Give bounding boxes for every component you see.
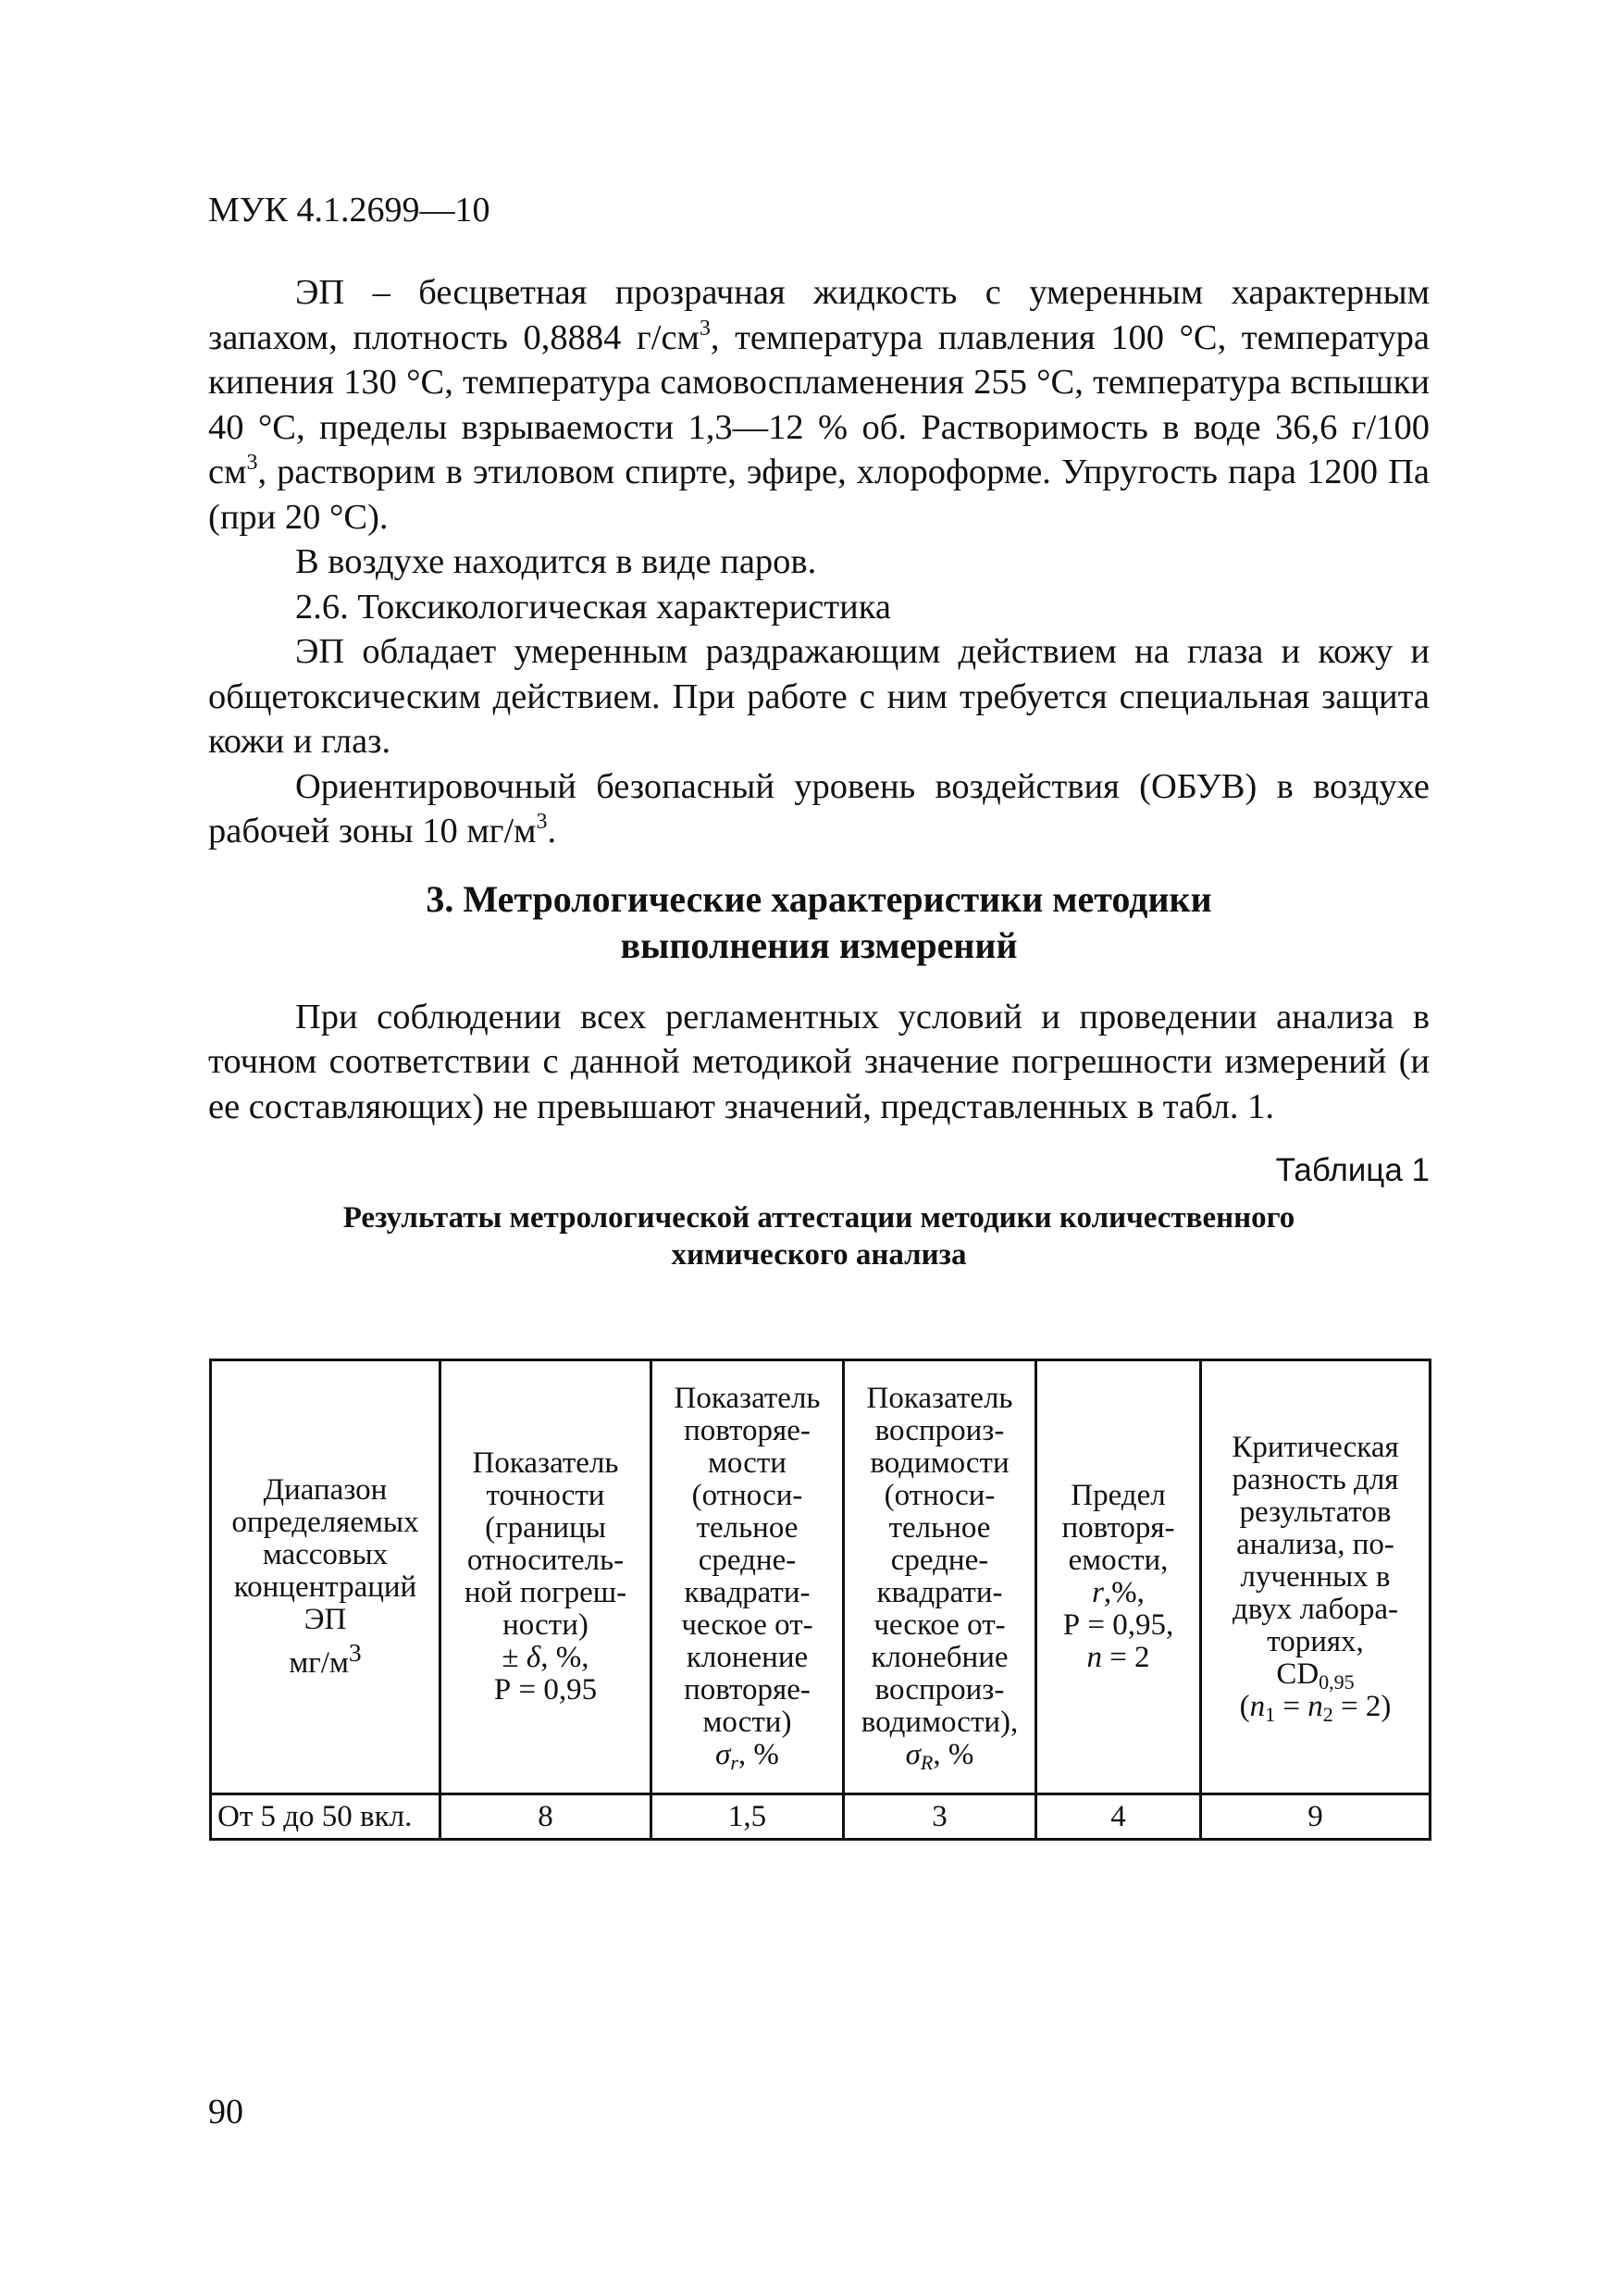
subscript: 1 bbox=[1265, 1702, 1276, 1726]
text-run: Ориентировочный безопасный уровень воздействия (ОБУВ) в воздухе рабочей зоны 10 мг/м bbox=[208, 766, 1430, 850]
page-number: 90 bbox=[208, 2092, 243, 2131]
table-cell: 3 bbox=[844, 1794, 1036, 1840]
header-text: Критическая разность для результатов анализа, по- лученных в двух лабора- ториях, CD bbox=[1232, 1430, 1399, 1691]
text-run: . bbox=[547, 812, 557, 850]
section-title bbox=[208, 876, 1430, 969]
header-text: Показатель воспроиз- водимости (относи- тельное средне- квадрати- ческое от- клонебние воспроиз- водимости), bbox=[861, 1382, 1019, 1739]
header-cell-accuracy bbox=[440, 1360, 651, 1794]
body-text bbox=[208, 270, 1430, 1273]
header-text: = bbox=[1275, 1689, 1308, 1723]
symbol: σ bbox=[905, 1738, 921, 1771]
table-title bbox=[208, 1199, 1430, 1273]
table-title-line: Результаты метрологической аттестации методики количественного bbox=[342, 1201, 1295, 1235]
header-text: , % bbox=[737, 1738, 779, 1771]
table-row bbox=[211, 1794, 1431, 1840]
table-cell: 9 bbox=[1201, 1794, 1431, 1840]
text-run: ЭП – бесцветная прозрачная жидкость с умеренным характерным запахом, плотность 0,8884 г/см bbox=[208, 273, 1430, 357]
table-title-line: химического анализа bbox=[671, 1238, 967, 1272]
text-run: , температура плавления 100 °C, температура кипения 130 °C, температура самовоспламенения 255 °C, температура вспышки 40 °C, пределы взрываемости 1,3—12 % об. Растворимость в воде 36,6 г/100 см bbox=[208, 317, 1430, 491]
text-run: , растворим в этиловом спирте, эфире, хлороформе. Упругость пара 1200 Па (при 20 °C). bbox=[208, 453, 1430, 537]
section-title-line: выполнения измерений bbox=[620, 924, 1018, 966]
subscript: r bbox=[730, 1751, 738, 1774]
paragraph-subheading-toxicology: 2.6. Токсикологическая характеристика bbox=[295, 587, 891, 627]
header-text: = 2) bbox=[1332, 1689, 1392, 1723]
superscript: 3 bbox=[246, 451, 258, 475]
subscript: 0,95 bbox=[1319, 1669, 1355, 1694]
page-header: МУК 4.1.2699—10 bbox=[208, 191, 490, 230]
subscript: R bbox=[920, 1751, 934, 1774]
paragraph-metrology: При соблюдении всех регламентных условий и проведении анализа в точном соответствии с данной методикой значение погрешности измерений (и ее составляющих) не превышают значений, представленных в табл. 1. bbox=[208, 997, 1430, 1126]
symbol: n bbox=[1086, 1641, 1102, 1674]
header-cell-range bbox=[211, 1360, 440, 1794]
superscript: 3 bbox=[348, 1638, 362, 1667]
header-text: ( bbox=[1239, 1689, 1250, 1723]
header-text: Предел повторя- емости, bbox=[1061, 1479, 1175, 1577]
paragraph-air-state: В воздухе находится в виде паров. bbox=[295, 542, 817, 581]
table-cell: От 5 до 50 вкл. bbox=[211, 1794, 440, 1840]
symbol: δ bbox=[526, 1641, 541, 1674]
header-text: = 2 bbox=[1101, 1641, 1150, 1674]
header-text: , % bbox=[933, 1738, 974, 1771]
table-cell: 1,5 bbox=[651, 1794, 844, 1840]
symbol: n bbox=[1307, 1689, 1323, 1723]
header-text: Показатель точности (границы относитель- ной погреш- ности) ± bbox=[464, 1446, 627, 1674]
table-label: Таблица 1 bbox=[1275, 1152, 1430, 1188]
header-cell-repeatability bbox=[651, 1360, 844, 1794]
symbol: r bbox=[1092, 1576, 1104, 1609]
paragraph-obuv bbox=[208, 764, 1430, 854]
header-text: Диапазон определяемых массовых концентраций ЭП мг/м bbox=[231, 1473, 419, 1680]
header-text: Показатель повторяе- мости (относи- тельное средне- квадрати- ческое от- клонение повторяе- мости) bbox=[674, 1382, 821, 1739]
symbol: σ bbox=[715, 1738, 731, 1771]
table-cell: 4 bbox=[1036, 1794, 1201, 1840]
header-text: ,%, Р = 0,95, bbox=[1062, 1576, 1174, 1642]
superscript: 3 bbox=[699, 316, 711, 341]
metrology-table bbox=[209, 1359, 1431, 1841]
section-title-line: 3. Метрологические характеристики методики bbox=[426, 877, 1212, 920]
header-text: , %, Р = 0,95 bbox=[493, 1641, 598, 1706]
subscript: 2 bbox=[1322, 1702, 1333, 1726]
header-cell-critical-difference bbox=[1201, 1360, 1431, 1794]
paragraph-properties bbox=[208, 270, 1430, 540]
header-cell-repeat-limit bbox=[1036, 1360, 1201, 1794]
paragraph-toxicology: ЭП обладает умеренным раздражающим действием на глаза и кожу и общетоксическим действием. При работе с ним требуется специальная защита кожи и глаз. bbox=[208, 632, 1430, 761]
table-cell: 8 bbox=[440, 1794, 651, 1840]
symbol: n bbox=[1249, 1689, 1266, 1723]
header-cell-reproducibility bbox=[844, 1360, 1036, 1794]
table-header-row bbox=[211, 1360, 1431, 1794]
superscript: 3 bbox=[536, 810, 548, 834]
